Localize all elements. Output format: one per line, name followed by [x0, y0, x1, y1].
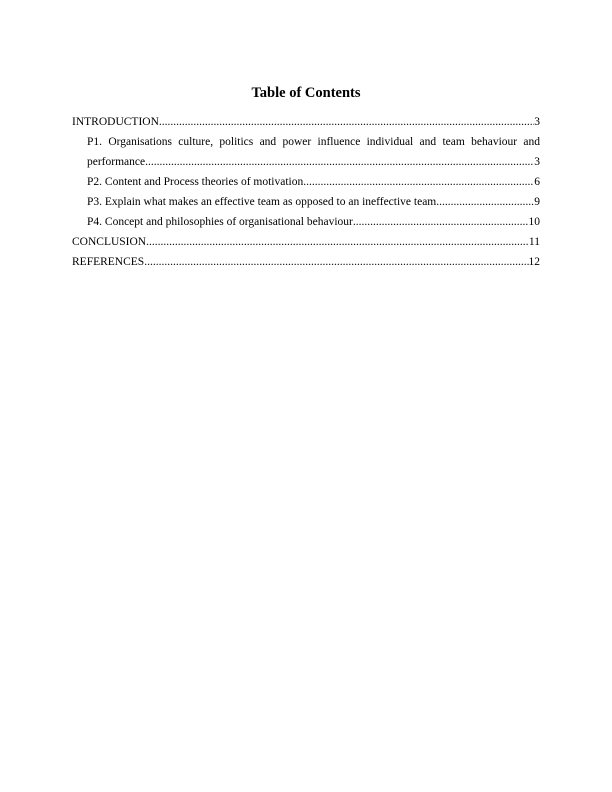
toc-entry-label: REFERENCES: [72, 256, 145, 268]
toc-entry-p3[interactable]: [72, 192, 540, 212]
toc-leader-dots: [436, 192, 534, 212]
toc-entry-references[interactable]: [72, 252, 540, 272]
table-of-contents: [72, 112, 540, 272]
toc-entry-label: INTRODUCTION: [72, 116, 159, 128]
toc-entry-label-line2: performance: [87, 156, 146, 168]
toc-entry-p4[interactable]: [72, 212, 540, 232]
toc-entry-label-line1: P1. Organisations culture, politics and power influence individual and team behaviour and: [87, 136, 540, 148]
toc-entry-introduction[interactable]: [72, 112, 540, 132]
toc-leader-dots: [159, 112, 534, 132]
toc-entry-label: P3. Explain what makes an effective team as opposed to an ineffective team: [87, 196, 437, 208]
toc-leader-dots: [144, 252, 528, 272]
toc-entry-label: P2. Content and Process theories of motivation: [87, 176, 304, 188]
toc-entry-p1-line2: [87, 152, 540, 172]
toc-page-number: 12: [528, 256, 540, 268]
toc-page-number: 6: [534, 176, 540, 188]
toc-leader-dots: [303, 172, 534, 192]
toc-leader-dots: [353, 212, 529, 232]
toc-entry-conclusion[interactable]: [72, 232, 540, 252]
toc-entry-p1[interactable]: [72, 132, 540, 172]
toc-entry-label: P4. Concept and philosophies of organisational behaviour: [87, 216, 353, 228]
toc-title: Table of Contents: [251, 85, 361, 101]
toc-page-number: 3: [534, 116, 540, 128]
toc-page-number: 10: [528, 216, 540, 228]
toc-page-number: 9: [534, 196, 540, 208]
toc-page-number: 11: [528, 236, 540, 248]
toc-leader-dots: [146, 232, 529, 252]
toc-entry-p2[interactable]: [72, 172, 540, 192]
toc-leader-dots: [145, 152, 534, 172]
toc-page-number: 3: [534, 156, 540, 168]
toc-entry-label: CONCLUSION: [72, 236, 147, 248]
